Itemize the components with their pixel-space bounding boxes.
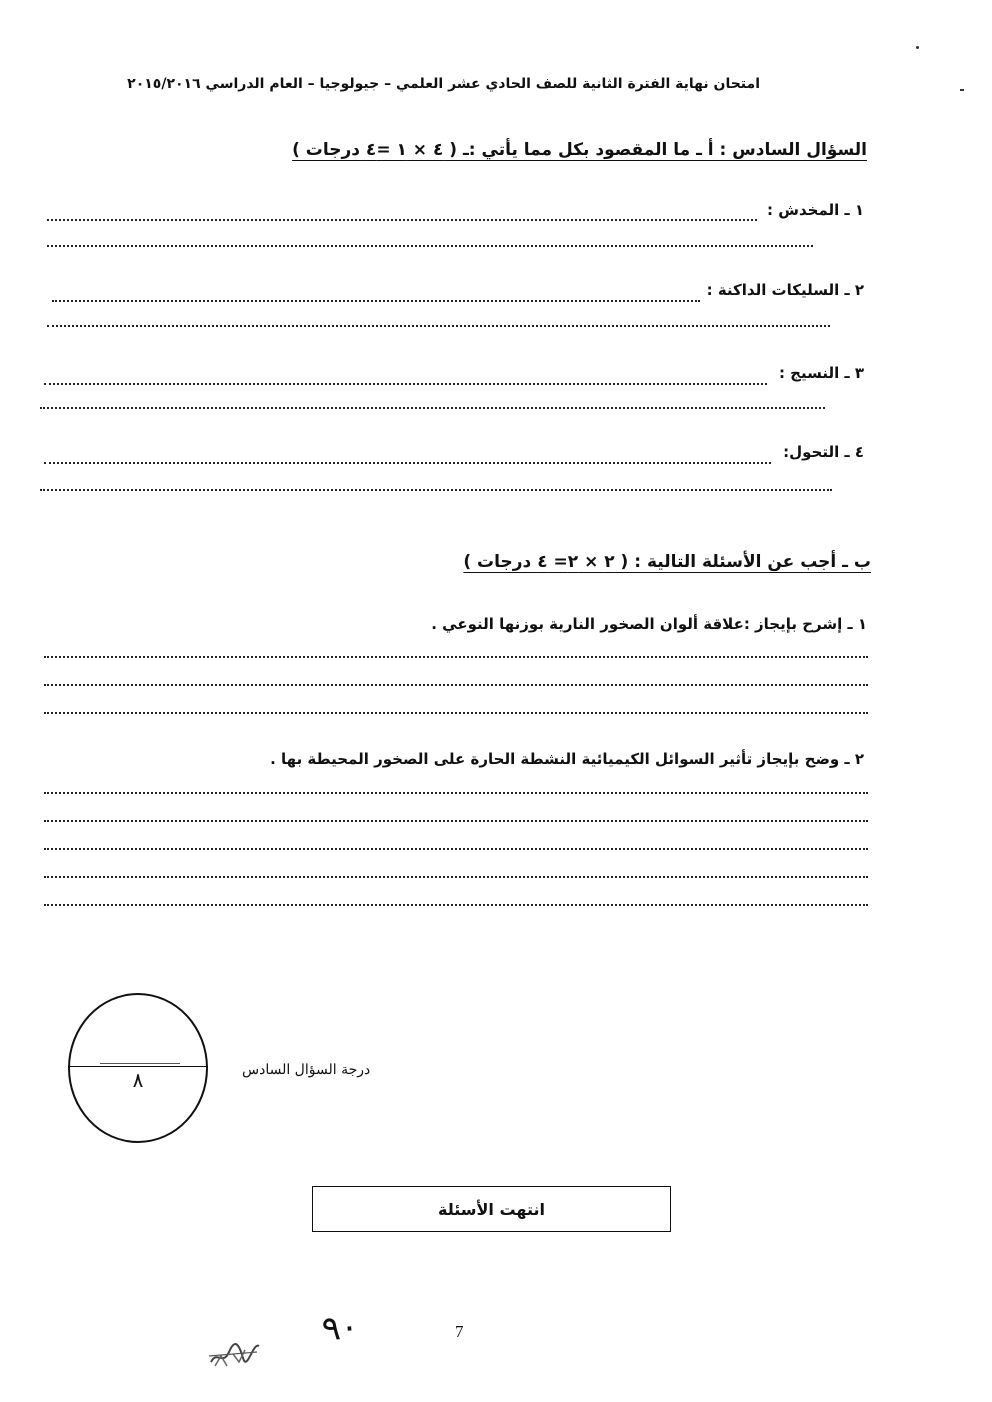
- page-number: 7: [455, 1322, 464, 1341]
- score-value: ٨: [132, 1068, 144, 1092]
- answer-line[interactable]: [44, 876, 868, 878]
- scan-speck: [916, 46, 919, 49]
- answer-line[interactable]: [44, 383, 767, 385]
- handwritten-total: ٩٠: [320, 1306, 361, 1350]
- item-a4-label: ٤ ـ التحول:: [783, 443, 864, 461]
- section-a-title: السؤال السادس : أ ـ ما المقصود بكل مما يأتي :ـ ( ٤ × ١ =٤ درجات ): [292, 140, 867, 160]
- item-b2-label: ٢ ـ وضح بإيجاز تأثير السوائل الكيميائية النشطة الحارة على الصخور المحيطة بها .: [270, 750, 864, 768]
- item-a1-label: ١ ـ المخدش :: [767, 201, 864, 219]
- answer-line[interactable]: [44, 656, 868, 658]
- answer-line[interactable]: [44, 820, 868, 822]
- score-label: درجة السؤال السادس: [242, 1062, 371, 1078]
- answer-line[interactable]: [47, 219, 757, 221]
- item-b1-label: ١ ـ إشرح بإيجاز :علاقة ألوان الصخور النارية بوزنها النوعي .: [431, 615, 867, 633]
- answer-line[interactable]: [44, 712, 868, 714]
- answer-line[interactable]: [44, 792, 868, 794]
- scan-speck: [960, 89, 964, 91]
- answer-line[interactable]: [44, 848, 868, 850]
- answer-line[interactable]: [44, 904, 868, 906]
- score-divider: [68, 1066, 208, 1067]
- section-b-title: ب ـ أجب عن الأسئلة التالية : ( ٢ × ٢= ٤ درجات ): [463, 552, 871, 572]
- answer-line[interactable]: [52, 300, 700, 302]
- answer-line[interactable]: [44, 462, 771, 464]
- answer-line[interactable]: [44, 684, 868, 686]
- score-divider-handwritten: [100, 1063, 180, 1064]
- item-a3-label: ٣ ـ النسيج :: [778, 364, 864, 382]
- item-a2-label: ٢ ـ السليكات الداكنة :: [706, 281, 864, 299]
- answer-line[interactable]: [40, 489, 832, 491]
- signature-scribble: [205, 1332, 265, 1372]
- end-of-questions-box: انتهت الأسئلة: [312, 1186, 671, 1232]
- exam-header: امتحان نهاية الفترة الثانية للصف الحادي عشر العلمي – جيولوجيا – العام الدراسي ٢٠١٥/٢٠١٦: [127, 76, 760, 92]
- answer-line[interactable]: [47, 325, 830, 327]
- answer-line[interactable]: [47, 245, 813, 247]
- answer-line[interactable]: [40, 407, 825, 409]
